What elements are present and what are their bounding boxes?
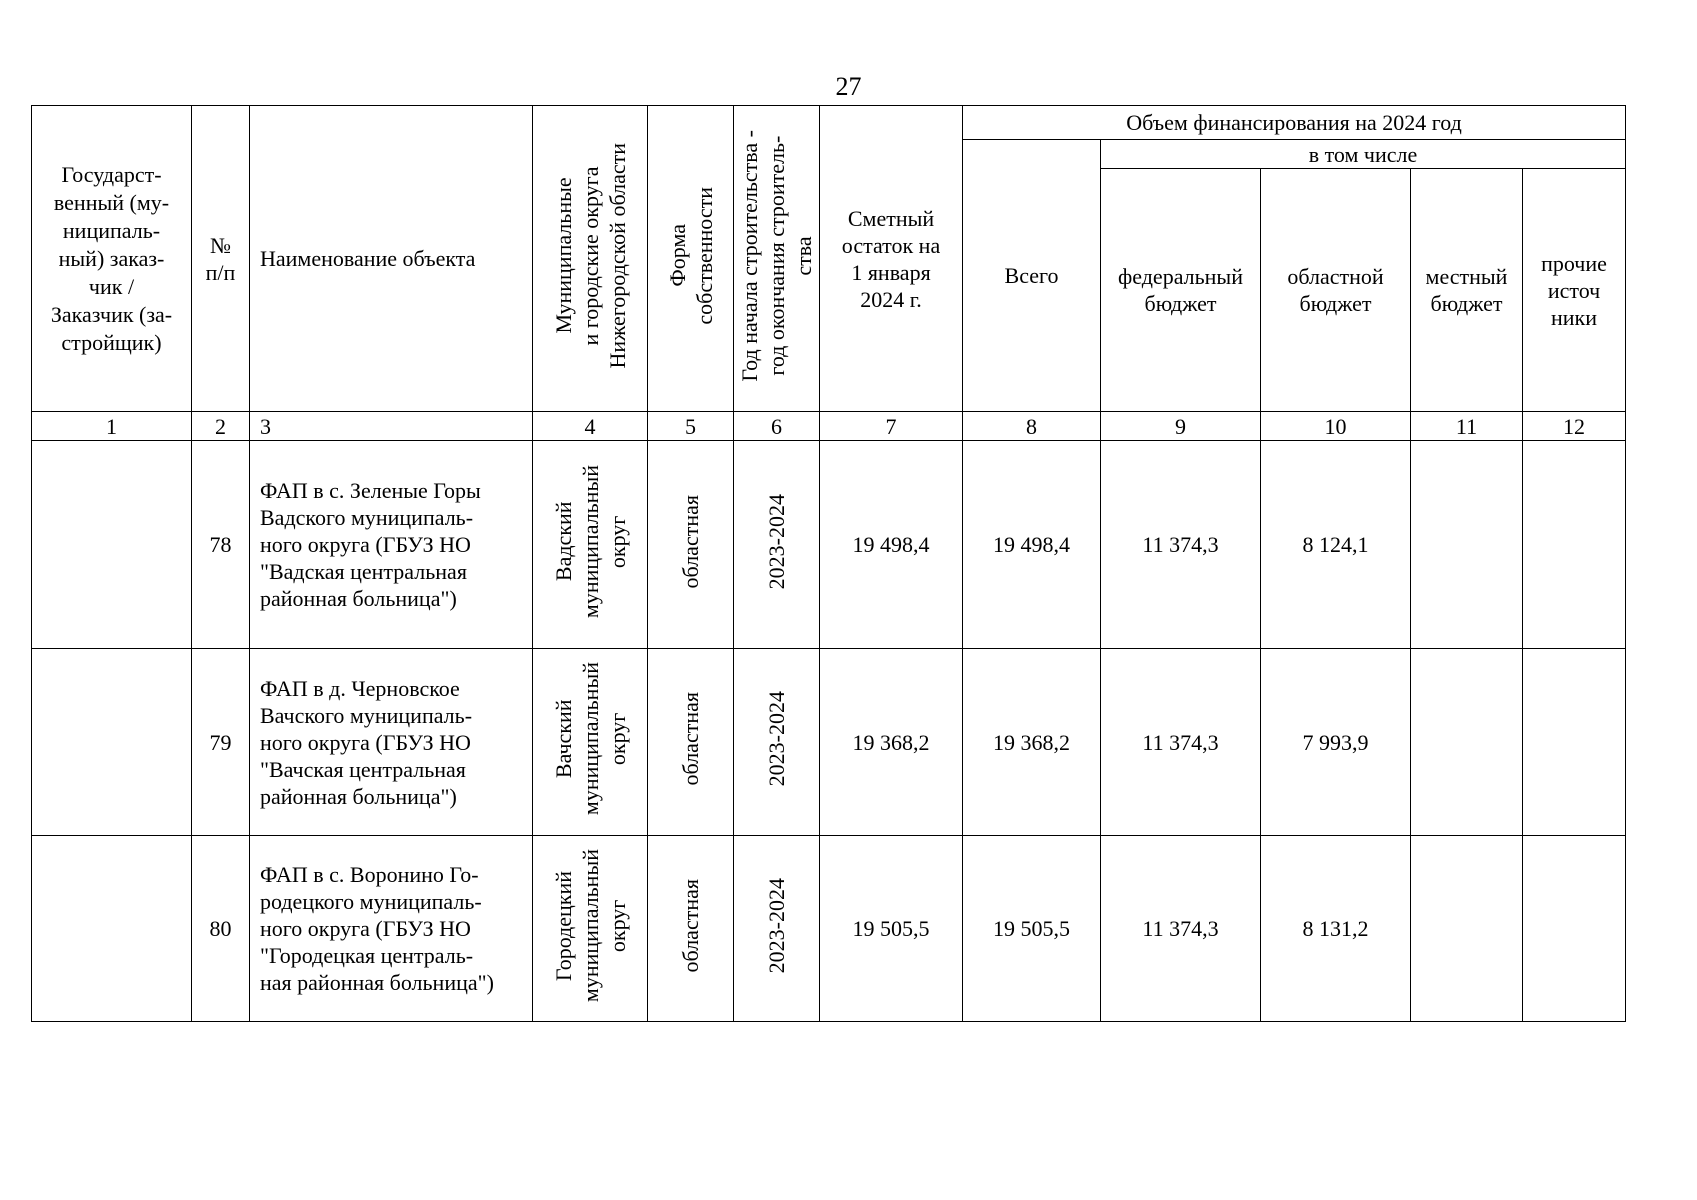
customer-cell [32,441,192,649]
page-number: 27 [835,72,862,101]
regional-cell: 8 131,2 [1261,836,1411,1022]
column-number: 5 [648,412,734,441]
other-cell [1523,649,1626,836]
header-local: местный бюджет [1411,169,1523,412]
municipality-text: Городецкий муниципальный округ [550,848,630,1003]
estimate-cell: 19 368,2 [820,649,963,836]
ownership-text: областная [678,692,703,786]
ownership-cell [648,441,734,649]
local-cell [1411,649,1523,836]
years-cell [734,441,820,649]
column-number: 1 [32,412,192,441]
header-total: Всего [963,140,1101,412]
header-regional: областной бюджет [1261,169,1411,412]
header-name: Наименование объекта [250,106,533,412]
estimate-cell: 19 498,4 [820,441,963,649]
column-number: 9 [1101,412,1261,441]
financing-table [31,105,1626,1022]
municipality-cell [533,441,648,649]
header-ownership [648,106,734,412]
total-cell: 19 498,4 [963,441,1101,649]
object-name-cell: ФАП в с. Зеленые Горы Вадского муниципаль- ного округа (ГБУЗ НО "Вадская центральная районная больница") [250,441,533,649]
header-municipality [533,106,648,412]
column-number: 6 [734,412,820,441]
other-cell [1523,836,1626,1022]
years-text: 2023-2024 [764,877,789,974]
years-text: 2023-2024 [764,493,789,590]
header-ownership-text: Форма собственности [664,186,717,325]
object-name-cell: ФАП в д. Черновское Вачского муниципаль- ного округа (ГБУЗ НО "Вачская центральная районная больница") [250,649,533,836]
years-text: 2023-2024 [764,691,789,787]
ownership-text: областная [678,494,703,589]
table-row [32,441,1626,649]
column-number: 4 [533,412,648,441]
header-other: прочие источ ники [1523,169,1626,412]
header-years-text: Год начала строительства - год окончания строитель- ства [737,129,816,382]
header-years [734,106,820,412]
num-cell: 78 [192,441,250,649]
header-estimate: Сметный остаток на 1 января 2024 г. [820,106,963,412]
estimate-cell: 19 505,5 [820,836,963,1022]
municipality-text: Вадский муниципальный округ [550,464,630,619]
years-cell [734,649,820,836]
regional-cell: 8 124,1 [1261,441,1411,649]
column-number-row [32,412,1626,441]
num-cell: 80 [192,836,250,1022]
table-row [32,836,1626,1022]
column-number: 3 [250,412,533,441]
num-cell: 79 [192,649,250,836]
header-customer: Государст- венный (му- ниципаль- ный) заказ- чик / Заказчик (за- стройщик) [32,106,192,412]
column-number: 11 [1411,412,1523,441]
federal-cell: 11 374,3 [1101,441,1261,649]
years-cell [734,836,820,1022]
header-federal: федеральный бюджет [1101,169,1261,412]
header-num: № п/п [192,106,250,412]
federal-cell: 11 374,3 [1101,649,1261,836]
total-cell: 19 368,2 [963,649,1101,836]
header-municipality-text: Муниципальные и городские округа Нижегородской области [550,142,630,369]
header-including: в том числе [1101,140,1626,169]
customer-cell [32,649,192,836]
municipality-text: Вачский муниципальный округ [550,662,630,816]
municipality-cell [533,836,648,1022]
column-number: 8 [963,412,1101,441]
regional-cell: 7 993,9 [1261,649,1411,836]
column-number: 10 [1261,412,1411,441]
total-cell: 19 505,5 [963,836,1101,1022]
ownership-cell [648,836,734,1022]
column-number: 7 [820,412,963,441]
federal-cell: 11 374,3 [1101,836,1261,1022]
customer-cell [32,836,192,1022]
column-number: 12 [1523,412,1626,441]
ownership-cell [648,649,734,836]
ownership-text: областная [678,878,703,973]
municipality-cell [533,649,648,836]
object-name-cell: ФАП в с. Воронино Го- родецкого муниципаль- ного округа (ГБУЗ НО "Городецкая централь- ная районная больница") [250,836,533,1022]
column-number: 2 [192,412,250,441]
table-row [32,649,1626,836]
header-funding-title: Объем финансирования на 2024 год [963,106,1626,140]
local-cell [1411,836,1523,1022]
local-cell [1411,441,1523,649]
other-cell [1523,441,1626,649]
